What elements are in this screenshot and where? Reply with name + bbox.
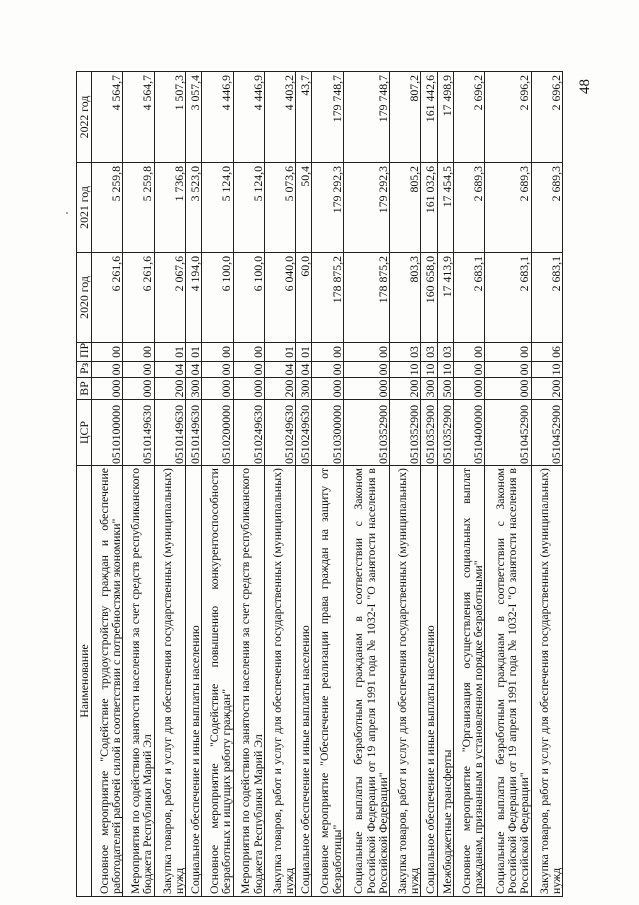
row-2021-cell: 2 689,3	[531, 163, 562, 253]
row-2020-cell: 6 040,0	[264, 253, 295, 343]
row-2020-cell: 17 413,9	[437, 253, 453, 343]
row-pr-cell: 01	[185, 343, 201, 362]
row-pr-cell: 01	[296, 343, 312, 362]
row-csr-cell: 0510149630	[185, 400, 201, 466]
row-pr-cell: 00	[233, 343, 264, 362]
row-2022-cell: 807,2	[390, 72, 421, 163]
row-2022-cell: 4 403,2	[264, 72, 295, 163]
table-header-row	[77, 72, 92, 897]
table-row	[154, 72, 185, 897]
row-vr-cell: 000	[343, 378, 389, 400]
table-row	[202, 72, 233, 897]
row-pr-cell: 03	[390, 343, 421, 362]
row-vr-cell: 000	[485, 378, 531, 400]
row-rz-cell: 00	[202, 362, 233, 378]
row-2021-cell: 5 259,8	[92, 163, 123, 253]
row-vr-cell: 000	[123, 378, 154, 400]
table-body	[92, 72, 563, 897]
row-csr-cell: 0510352900	[421, 400, 437, 466]
table-row	[264, 72, 295, 897]
rotated-table-container	[76, 72, 563, 897]
row-2021-cell: 5 124,0	[233, 163, 264, 253]
row-2021-cell: 161 032,6	[421, 163, 437, 253]
row-vr-cell: 300	[296, 378, 312, 400]
header-2021: 2021 год	[77, 163, 92, 253]
row-2020-cell: 2 067,6	[154, 253, 185, 343]
row-rz-cell: 00	[312, 362, 343, 378]
header-pr: ПР	[77, 343, 92, 362]
row-name-cell: Закупка товаров, работ и услуг для обеспечения государственных (муниципальных) нужд	[264, 466, 295, 897]
header-2022: 2022 год	[77, 72, 92, 163]
row-2020-cell: 60,0	[296, 253, 312, 343]
row-vr-cell: 200	[154, 378, 185, 400]
row-vr-cell: 200	[264, 378, 295, 400]
table-row	[312, 72, 343, 897]
row-2022-cell: 3 057,4	[185, 72, 201, 163]
row-csr-cell: 0510100000	[92, 400, 123, 466]
row-pr-cell: 00	[343, 343, 389, 362]
budget-table	[76, 71, 563, 897]
row-2022-cell: 161 442,6	[421, 72, 437, 163]
row-2020-cell: 803,3	[390, 253, 421, 343]
row-name-cell: Социальное обеспечение и иные выплаты населению	[421, 466, 437, 897]
table-row	[531, 72, 562, 897]
row-2020-cell: 2 683,1	[485, 253, 531, 343]
row-2020-cell: 6 100,0	[233, 253, 264, 343]
header-vr: ВР	[77, 378, 92, 400]
row-pr-cell: 00	[312, 343, 343, 362]
table-row	[123, 72, 154, 897]
row-csr-cell: 0510249630	[296, 400, 312, 466]
row-name-cell: Закупка товаров, работ и услуг для обеспечения государственных (муниципальных) нужд	[531, 466, 562, 897]
row-2022-cell: 179 748,7	[343, 72, 389, 163]
row-2022-cell: 179 748,7	[312, 72, 343, 163]
row-name-cell: Социальные выплаты безработным гражданам в соответствии с Законом Российской Федерации от 19 апреля 1991 года № 1032-I "О занятости населения в Российской Федерации"	[485, 466, 531, 897]
row-name-cell: Основное мероприятие "Содействие повышению конкурентоспособности безработных и ищущих работу граждан"	[202, 466, 233, 897]
row-name-cell: Основное мероприятие "Организация осуществления социальных выплат гражданам, признанным в установленном порядке безработными"	[453, 466, 484, 897]
row-2020-cell: 160 658,0	[421, 253, 437, 343]
row-vr-cell: 200	[531, 378, 562, 400]
row-2020-cell: 178 875,2	[312, 253, 343, 343]
table-row	[485, 72, 531, 897]
row-rz-cell: 10	[437, 362, 453, 378]
row-rz-cell: 00	[123, 362, 154, 378]
row-name-cell: Социальные выплаты безработным гражданам в соответствии с Законом Российской Федерации от 19 апреля 1991 года № 1032-I "О занятости населения в Российской Федерации"	[343, 466, 389, 897]
row-csr-cell: 0510452900	[485, 400, 531, 466]
row-rz-cell: 00	[233, 362, 264, 378]
row-2020-cell: 4 194,0	[185, 253, 201, 343]
row-vr-cell: 500	[437, 378, 453, 400]
row-csr-cell: 0510452900	[531, 400, 562, 466]
table-row	[185, 72, 201, 897]
row-pr-cell: 06	[531, 343, 562, 362]
row-2022-cell: 4 446,9	[202, 72, 233, 163]
row-name-cell: Мероприятия по содействию занятости населения за счет средств республиканского бюджета Республики Марий Эл	[233, 466, 264, 897]
header-name: Наименование	[77, 466, 92, 897]
row-pr-cell: 00	[485, 343, 531, 362]
row-vr-cell: 000	[312, 378, 343, 400]
row-2022-cell: 2 696,2	[531, 72, 562, 163]
row-name-cell: Основное мероприятие "Содействие трудоустройству граждан и обеспечение работодателей рабочей силой в соответствии с потребностями экономики"	[92, 466, 123, 897]
row-rz-cell: 10	[421, 362, 437, 378]
table-row	[296, 72, 312, 897]
row-name-cell: Основное мероприятие "Обеспечение реализации права граждан на защиту от безработицы"	[312, 466, 343, 897]
row-name-cell: Социальное обеспечение и иные выплаты населению	[296, 466, 312, 897]
table-row	[390, 72, 421, 897]
row-2020-cell: 2 683,1	[531, 253, 562, 343]
row-csr-cell: 0510249630	[233, 400, 264, 466]
row-csr-cell: 0510352900	[390, 400, 421, 466]
row-rz-cell: 04	[154, 362, 185, 378]
row-rz-cell: 10	[390, 362, 421, 378]
row-pr-cell: 00	[123, 343, 154, 362]
row-csr-cell: 0510400000	[453, 400, 484, 466]
row-rz-cell: 00	[485, 362, 531, 378]
row-csr-cell: 0510352900	[343, 400, 389, 466]
row-csr-cell: 0510149630	[123, 400, 154, 466]
row-2021-cell: 5 124,0	[202, 163, 233, 253]
row-rz-cell: 10	[531, 362, 562, 378]
row-pr-cell: 00	[453, 343, 484, 362]
row-rz-cell: 04	[264, 362, 295, 378]
row-vr-cell: 000	[202, 378, 233, 400]
row-2021-cell: 805,2	[390, 163, 421, 253]
row-pr-cell: 03	[437, 343, 453, 362]
table-row	[421, 72, 437, 897]
row-2020-cell: 178 875,2	[343, 253, 389, 343]
row-pr-cell: 01	[154, 343, 185, 362]
row-pr-cell: 00	[202, 343, 233, 362]
row-2020-cell: 6 261,6	[123, 253, 154, 343]
row-2022-cell: 2 696,2	[485, 72, 531, 163]
row-vr-cell: 000	[92, 378, 123, 400]
header-rz: Рз	[77, 362, 92, 378]
row-2021-cell: 1 736,8	[154, 163, 185, 253]
row-rz-cell: 00	[453, 362, 484, 378]
row-vr-cell: 000	[453, 378, 484, 400]
row-csr-cell: 0510352900	[437, 400, 453, 466]
row-2020-cell: 6 261,6	[92, 253, 123, 343]
page-number: 48	[577, 79, 593, 94]
row-csr-cell: 0510300000	[312, 400, 343, 466]
row-2021-cell: 5 073,6	[264, 163, 295, 253]
row-2021-cell: 5 259,8	[123, 163, 154, 253]
row-2022-cell: 17 498,9	[437, 72, 453, 163]
row-2022-cell: 2 696,2	[453, 72, 484, 163]
row-pr-cell: 00	[92, 343, 123, 362]
row-csr-cell: 0510200000	[202, 400, 233, 466]
table-row	[92, 72, 123, 897]
row-2021-cell: 50,4	[296, 163, 312, 253]
row-pr-cell: 03	[421, 343, 437, 362]
row-2021-cell: 17 454,5	[437, 163, 453, 253]
table-row	[437, 72, 453, 897]
row-vr-cell: 300	[185, 378, 201, 400]
row-2021-cell: 2 689,3	[485, 163, 531, 253]
row-rz-cell: 04	[296, 362, 312, 378]
row-2021-cell: 3 523,0	[185, 163, 201, 253]
row-name-cell: Социальное обеспечение и иные выплаты населению	[185, 466, 201, 897]
row-name-cell: Закупка товаров, работ и услуг для обеспечения государственных (муниципальных) нужд	[390, 466, 421, 897]
row-vr-cell: 000	[233, 378, 264, 400]
row-name-cell: Закупка товаров, работ и услуг для обеспечения государственных (муниципальных) нужд	[154, 466, 185, 897]
table-row	[453, 72, 484, 897]
row-name-cell: Мероприятия по содействию занятости населения за счет средств республиканского бюджета Республики Марий Эл	[123, 466, 154, 897]
row-2022-cell: 4 564,7	[92, 72, 123, 163]
row-2022-cell: 4 564,7	[123, 72, 154, 163]
row-vr-cell: 300	[421, 378, 437, 400]
row-2021-cell: 2 689,3	[453, 163, 484, 253]
row-2022-cell: 43,7	[296, 72, 312, 163]
row-2022-cell: 4 446,9	[233, 72, 264, 163]
row-csr-cell: 0510249630	[264, 400, 295, 466]
row-2020-cell: 6 100,0	[202, 253, 233, 343]
row-csr-cell: 0510149630	[154, 400, 185, 466]
scan-speck	[66, 212, 68, 214]
table-row	[343, 72, 389, 897]
row-name-cell: Межбюджетные трансферты	[437, 466, 453, 897]
row-2021-cell: 179 292,3	[343, 163, 389, 253]
row-rz-cell: 00	[92, 362, 123, 378]
row-2022-cell: 1 507,3	[154, 72, 185, 163]
row-rz-cell: 04	[185, 362, 201, 378]
header-2020: 2020 год	[77, 253, 92, 343]
row-rz-cell: 00	[343, 362, 389, 378]
header-csr: ЦСР	[77, 400, 92, 466]
row-pr-cell: 01	[264, 343, 295, 362]
table-row	[233, 72, 264, 897]
row-2021-cell: 179 292,3	[312, 163, 343, 253]
row-vr-cell: 200	[390, 378, 421, 400]
row-2020-cell: 2 683,1	[453, 253, 484, 343]
